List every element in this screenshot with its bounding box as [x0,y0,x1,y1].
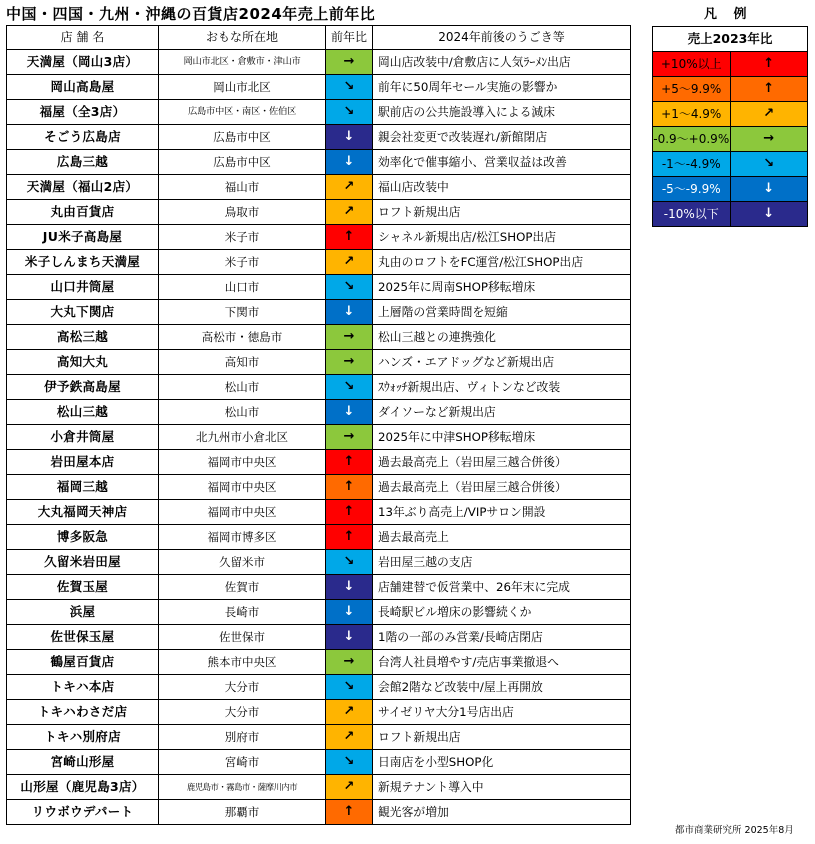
store-note: 岩田屋三越の支店 [373,550,631,575]
store-note: 親会社変更で改装遅れ/新館閉店 [373,125,631,150]
store-name: 高知大丸 [7,350,159,375]
trend-arrow-icon: ↑ [326,475,373,500]
table-row [7,650,631,675]
table-row [7,200,631,225]
trend-arrow-icon: ↘ [326,275,373,300]
trend-arrow-icon: ↘ [326,375,373,400]
store-note: ロフト新規出店 [373,200,631,225]
department-store-table [6,25,631,825]
store-note: ダイソーなど新規出店 [373,400,631,425]
table-row [7,75,631,100]
store-location: 鳥取市 [159,200,326,225]
table-row [7,175,631,200]
table-row [7,600,631,625]
legend-arrow-icon: ↓ [730,202,808,227]
store-note: 過去最高売上（岩田屋三越合併後） [373,450,631,475]
store-note: 日南店を小型SHOP化 [373,750,631,775]
legend-arrow-icon: ↘ [730,152,808,177]
store-note: 会館2階など改装中/屋上再開放 [373,675,631,700]
legend-item [653,127,808,152]
store-note: 2025年に中津SHOP移転増床 [373,425,631,450]
table-row [7,775,631,800]
store-location: 福岡市中央区 [159,500,326,525]
store-location: 別府市 [159,725,326,750]
trend-arrow-icon: → [326,650,373,675]
trend-arrow-icon: → [326,425,373,450]
store-name: 鶴屋百貨店 [7,650,159,675]
store-location: 高知市 [159,350,326,375]
store-name: 天満屋（福山2店） [7,175,159,200]
trend-arrow-icon: → [326,50,373,75]
store-name: 天満屋（岡山3店） [7,50,159,75]
trend-arrow-icon: ↗ [326,775,373,800]
legend-item [653,102,808,127]
legend-arrow-icon: ↓ [730,177,808,202]
legend-item [653,152,808,177]
header-note: 2024年前後のうごき等 [373,26,631,50]
store-name: 小倉井筒屋 [7,425,159,450]
legend-item [653,52,808,77]
table-row [7,725,631,750]
store-location: 松山市 [159,400,326,425]
store-note: 過去最高売上 [373,525,631,550]
store-name: 松山三越 [7,400,159,425]
store-note: 観光客が増加 [373,800,631,825]
legend-arrow-icon: ↗ [730,102,808,127]
store-note: 福山店改装中 [373,175,631,200]
store-name: JU米子高島屋 [7,225,159,250]
table-row [7,150,631,175]
store-note: 岡山店改装中/倉敷店に人気ﾗｰﾒﾝ出店 [373,50,631,75]
trend-arrow-icon: ↓ [326,400,373,425]
store-note: 丸由のロフトをFC運営/松江SHOP出店 [373,250,631,275]
trend-arrow-icon: ↓ [326,125,373,150]
store-location: 福山市 [159,175,326,200]
legend-item [653,77,808,102]
legend-arrow-icon: ↑ [730,77,808,102]
table-row [7,225,631,250]
store-name: 岡山高島屋 [7,75,159,100]
store-name: 大丸下関店 [7,300,159,325]
table-row [7,500,631,525]
store-location: 福岡市博多区 [159,525,326,550]
store-location: 那覇市 [159,800,326,825]
store-location: 広島市中区 [159,150,326,175]
header-location: おもな所在地 [159,26,326,50]
trend-arrow-icon: ↘ [326,75,373,100]
legend-table [652,26,808,227]
table-row [7,400,631,425]
trend-arrow-icon: ↗ [326,725,373,750]
trend-arrow-icon: ↘ [326,100,373,125]
header-store-name: 店 舗 名 [7,26,159,50]
legend-title: 凡 例 [704,7,753,22]
trend-arrow-icon: ↑ [326,500,373,525]
table-row [7,475,631,500]
trend-arrow-icon: ↑ [326,525,373,550]
store-location: 岡山市北区 [159,75,326,100]
store-location: 長崎市 [159,600,326,625]
table-row [7,300,631,325]
store-note: 1階の一部のみ営業/長崎店閉店 [373,625,631,650]
table-row [7,525,631,550]
store-note: 店舗建替で仮営業中、26年末に完成 [373,575,631,600]
store-note: 2025年に周南SHOP移転増床 [373,275,631,300]
table-row [7,425,631,450]
table-row [7,125,631,150]
legend-label: +5～9.9% [653,77,731,102]
legend-label: -10%以下 [653,202,731,227]
store-name: 伊予鉄高島屋 [7,375,159,400]
store-name: 宮崎山形屋 [7,750,159,775]
store-name: 岩田屋本店 [7,450,159,475]
store-name: 山口井筒屋 [7,275,159,300]
store-location: 鹿児島市・霧島市・薩摩川内市 [159,775,326,800]
trend-arrow-icon: ↑ [326,450,373,475]
trend-arrow-icon: ↓ [326,575,373,600]
store-location: 福岡市中央区 [159,475,326,500]
store-note: シャネル新規出店/松江SHOP出店 [373,225,631,250]
store-location: 佐賀市 [159,575,326,600]
trend-arrow-icon: → [326,350,373,375]
table-header [7,26,631,50]
store-name: リウボウデパート [7,800,159,825]
store-note: 松山三越との連携強化 [373,325,631,350]
store-location: 山口市 [159,275,326,300]
store-note: 新規テナント導入中 [373,775,631,800]
legend-arrow-icon: ↑ [730,52,808,77]
trend-arrow-icon: ↘ [326,750,373,775]
table-row [7,550,631,575]
page-title: 中国・四国・九州・沖縄の百貨店2024年売上前年比 [6,5,376,23]
store-name: トキハ本店 [7,675,159,700]
legend-label: -1～-4.9% [653,152,731,177]
trend-arrow-icon: ↑ [326,225,373,250]
store-name: 福屋（全3店） [7,100,159,125]
store-name: 米子しんまち天満屋 [7,250,159,275]
store-note: ハンズ・エアドッグなど新規出店 [373,350,631,375]
table-row [7,625,631,650]
table-row [7,100,631,125]
table-row [7,750,631,775]
store-location: 熊本市中央区 [159,650,326,675]
store-name: 大丸福岡天神店 [7,500,159,525]
store-location: 米子市 [159,225,326,250]
store-note: 長崎駅ビル増床の影響続くか [373,600,631,625]
store-location: 広島市中区・南区・佐伯区 [159,100,326,125]
store-location: 北九州市小倉北区 [159,425,326,450]
store-note: ロフト新規出店 [373,725,631,750]
legend-label: -0.9～+0.9% [653,127,731,152]
table-row [7,350,631,375]
legend-item [653,177,808,202]
legend-label: +1～4.9% [653,102,731,127]
legend-item [653,202,808,227]
store-name: 佐世保玉屋 [7,625,159,650]
legend-header: 売上2023年比 [653,27,808,52]
header-trend: 前年比 [326,26,373,50]
store-location: 米子市 [159,250,326,275]
store-note: 前年に50周年セール実施の影響か [373,75,631,100]
store-name: 福岡三越 [7,475,159,500]
store-name: 佐賀玉屋 [7,575,159,600]
store-name: 高松三越 [7,325,159,350]
trend-arrow-icon: ↓ [326,300,373,325]
table-row [7,575,631,600]
store-name: 広島三越 [7,150,159,175]
store-name: そごう広島店 [7,125,159,150]
legend-label: +10%以上 [653,52,731,77]
store-location: 岡山市北区・倉敷市・津山市 [159,50,326,75]
store-note: 13年ぶり高売上/VIPサロン開設 [373,500,631,525]
store-location: 下関市 [159,300,326,325]
store-note: 台湾人社員増やす/売店事業撤退へ [373,650,631,675]
trend-arrow-icon: ↘ [326,550,373,575]
table-row [7,675,631,700]
table-row [7,275,631,300]
store-name: 久留米岩田屋 [7,550,159,575]
store-location: 松山市 [159,375,326,400]
trend-arrow-icon: ↗ [326,700,373,725]
store-name: 丸由百貨店 [7,200,159,225]
trend-arrow-icon: → [326,325,373,350]
table-row [7,325,631,350]
store-location: 大分市 [159,675,326,700]
store-note: サイゼリヤ大分1号店出店 [373,700,631,725]
trend-arrow-icon: ↗ [326,175,373,200]
table-row [7,700,631,725]
trend-arrow-icon: ↓ [326,150,373,175]
store-location: 大分市 [159,700,326,725]
trend-arrow-icon: ↑ [326,800,373,825]
store-name: 浜屋 [7,600,159,625]
store-note: 駅前店の公共施設導入による減床 [373,100,631,125]
table-row [7,50,631,75]
store-location: 久留米市 [159,550,326,575]
store-location: 福岡市中央区 [159,450,326,475]
table-row [7,375,631,400]
table-body [7,50,631,825]
store-location: 広島市中区 [159,125,326,150]
trend-arrow-icon: ↗ [326,200,373,225]
store-note: 効率化で催事縮小、営業収益は改善 [373,150,631,175]
trend-arrow-icon: ↓ [326,625,373,650]
source-credit: 都市商業研究所 2025年8月 [675,825,794,836]
store-note: 上層階の営業時間を短縮 [373,300,631,325]
store-location: 高松市・徳島市 [159,325,326,350]
store-name: 山形屋（鹿児島3店） [7,775,159,800]
table-row [7,800,631,825]
store-location: 佐世保市 [159,625,326,650]
trend-arrow-icon: ↗ [326,250,373,275]
table-row [7,450,631,475]
store-name: 博多阪急 [7,525,159,550]
table-row [7,250,631,275]
legend-label: -5～-9.9% [653,177,731,202]
store-note: ｽｳｫｯﾁ新規出店、ヴィトンなど改装 [373,375,631,400]
store-note: 過去最高売上（岩田屋三越合併後） [373,475,631,500]
trend-arrow-icon: ↓ [326,600,373,625]
store-location: 宮崎市 [159,750,326,775]
legend-arrow-icon: → [730,127,808,152]
trend-arrow-icon: ↘ [326,675,373,700]
store-name: トキハ別府店 [7,725,159,750]
store-name: トキハわさだ店 [7,700,159,725]
